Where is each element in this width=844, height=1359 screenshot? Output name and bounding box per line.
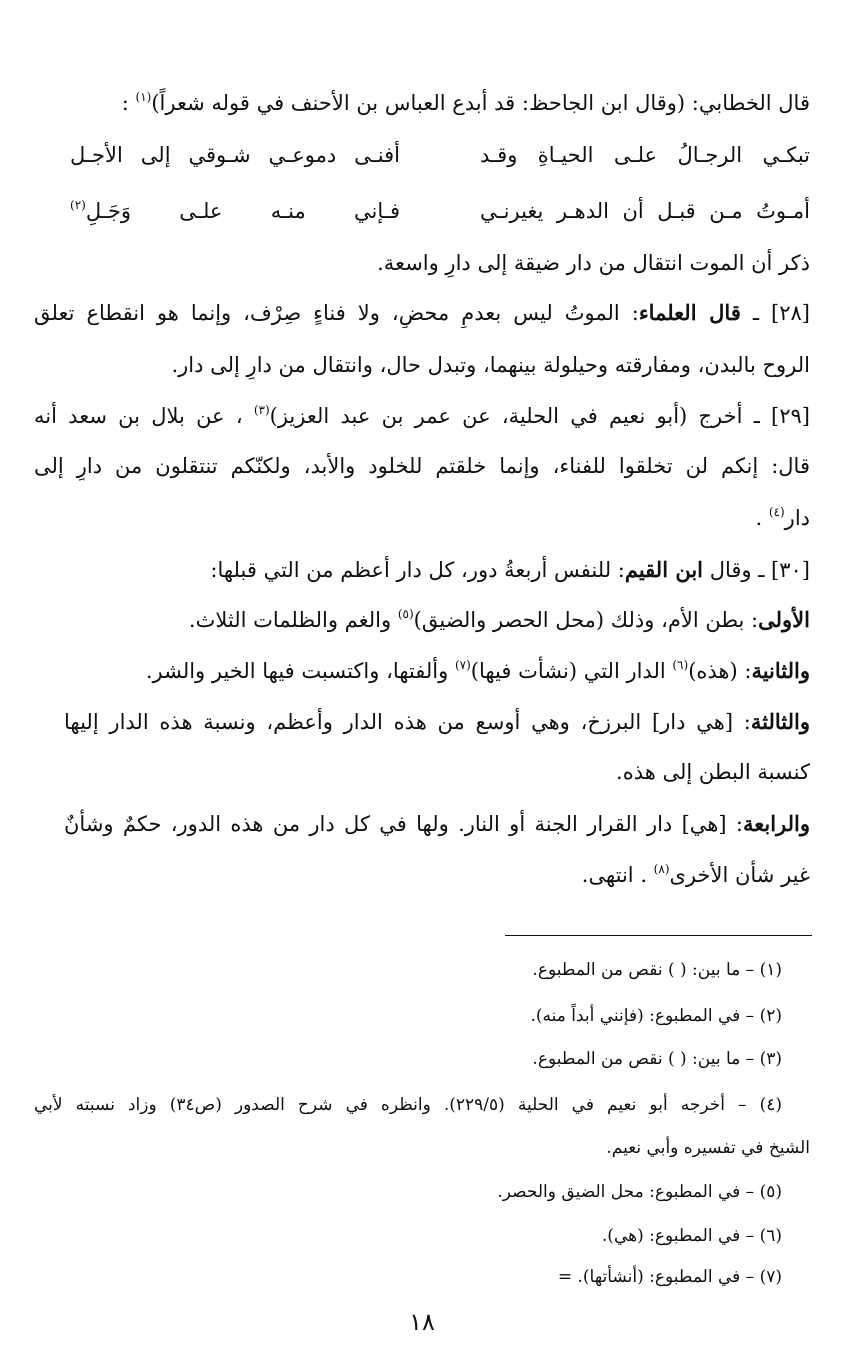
second-stage-label: والثانية <box>751 658 810 683</box>
fourth-stage-line-1: والرابعة: [هي] دار القرار الجنة أو النار. ولها في كل دار من هذه الدور، حكمٌ وشأنٌ <box>64 811 810 836</box>
paragraph-29-line-2: قال: إنكم لن تخلقوا للفناء، وإنما خلقتم للخلود والأبد، ولكنّكم تنتقلون من دارٍ إلى <box>34 454 810 478</box>
paragraph-29-line-3: دار$^{(٤)}$ . <box>755 505 810 530</box>
footnote-6: (٦) – في المطبوع: (هي). <box>601 1226 782 1246</box>
footnote-7: (٧) – في المطبوع: (أنشأتها). = <box>557 1267 782 1287</box>
paragraph-28-line-2: الروح بالبدن، ومفارقته وحيلولة بينهما، وتبدل حال، وانتقال من دارٍ إلى دار. <box>171 353 810 377</box>
third-stage-line-2: كنسبة البطن إلى هذه. <box>616 760 810 784</box>
paragraph-30: [٣٠] ـ وقال ابن القيم: للنفس أربعةُ دور، كل دار أعظم من التي قبلها: <box>210 557 810 582</box>
paragraph-28-label: قال العلماء <box>638 300 741 325</box>
first-stage: الأولى: بطن الأم، وذلك (محل الحصر والضيق)$^{(٥)}$ والغم والظلمات الثلاث. <box>188 607 810 632</box>
footnote-ref[interactable]: (٤) <box>768 505 785 519</box>
footnote-ref[interactable]: (٥) <box>397 607 414 621</box>
footnote-4: (٤) – أخرجه أبو نعيم في الحلية (٢٢٩/٥). وانظره في شرح الصدور (ص٣٤) وزاد نسبته لأبي <box>34 1095 782 1115</box>
footnote-ref[interactable]: (٨) <box>653 862 670 876</box>
footnote-3: (٣) – ما بين: ( ) نقص من المطبوع. <box>532 1049 782 1069</box>
paragraph-29-line-1: [٢٩] ـ أخرج (أبو نعيم في الحلية، عن عمر بن عبد العزيز)$^{(٣)}$ ، عن بلال بن سعد أنه <box>34 403 810 428</box>
footnote-ref[interactable]: (٣) <box>253 403 270 417</box>
footnote-ref[interactable]: (٧) <box>454 658 471 672</box>
footnote-ref[interactable]: (٦) <box>672 658 689 672</box>
footnote-ref[interactable]: (٢) <box>70 198 86 212</box>
third-stage-label: والثالثة <box>750 709 810 734</box>
after-verse-line: ذكر أن الموت انتقال من دار ضيقة إلى دارٍ واسعة. <box>377 251 810 275</box>
second-stage: والثانية: (هذه)$^{(٦)}$ الدار التي (نشأت فيها)$^{(٧)}$ وألفتها، واكتسبت فيها الخير والشر. <box>145 658 810 683</box>
page-number: ١٨ <box>409 1308 435 1336</box>
verse-1-second-hemistich: أفنـى دموعـي شـوقي إلى الأجـل <box>70 143 400 167</box>
fourth-stage-line-2: غير شأن الأخرى$^{(٨)}$ . انتهى. <box>581 862 810 887</box>
third-stage-line-1: والثالثة: [هي دار] البرزخ، وهي أوسع من هذه الدار وأعظم، ونسبة هذه الدار إليها <box>64 709 810 734</box>
verse-2-second-hemistich: فـإني منـه علـى وَجَـلِ$^{(٢)}$ <box>70 198 400 223</box>
intro-line: قال الخطابي: (وقال ابن الجاحظ: قد أبدع العباس بن الأحنف في قوله شعراً)$^{(١)}$ : <box>121 90 810 115</box>
footnote-1: (١) – ما بين: ( ) نقص من المطبوع. <box>532 960 782 980</box>
paragraph-30-label: ابن القيم <box>624 557 704 582</box>
verse-1-first-hemistich: تبكـي الرجـالُ علـى الحيـاةِ وقـد <box>480 143 810 167</box>
footnote-2: (٢) – في المطبوع: (فإنني أبداً منه). <box>530 1006 782 1026</box>
fourth-stage-label: والرابعة <box>742 811 810 836</box>
footnote-ref[interactable]: (١) <box>135 90 152 104</box>
footnote-separator <box>505 935 812 936</box>
footnote-4-continued: الشيخ في تفسيره وأبي نعيم. <box>606 1138 810 1158</box>
paragraph-28-line-1: [٢٨] ـ قال العلماء: الموتُ ليس بعدمٍ محضٍ، ولا فناءٍ صِرْف، وإنما هو انقطاع تعلق <box>34 300 810 325</box>
verse-2-first-hemistich: أمـوتُ مـن قبـل أن الدهـر يغيرنـي <box>480 199 810 223</box>
footnote-5: (٥) – في المطبوع: محل الضيق والحصر. <box>497 1182 782 1202</box>
first-stage-label: الأولى <box>758 607 810 632</box>
